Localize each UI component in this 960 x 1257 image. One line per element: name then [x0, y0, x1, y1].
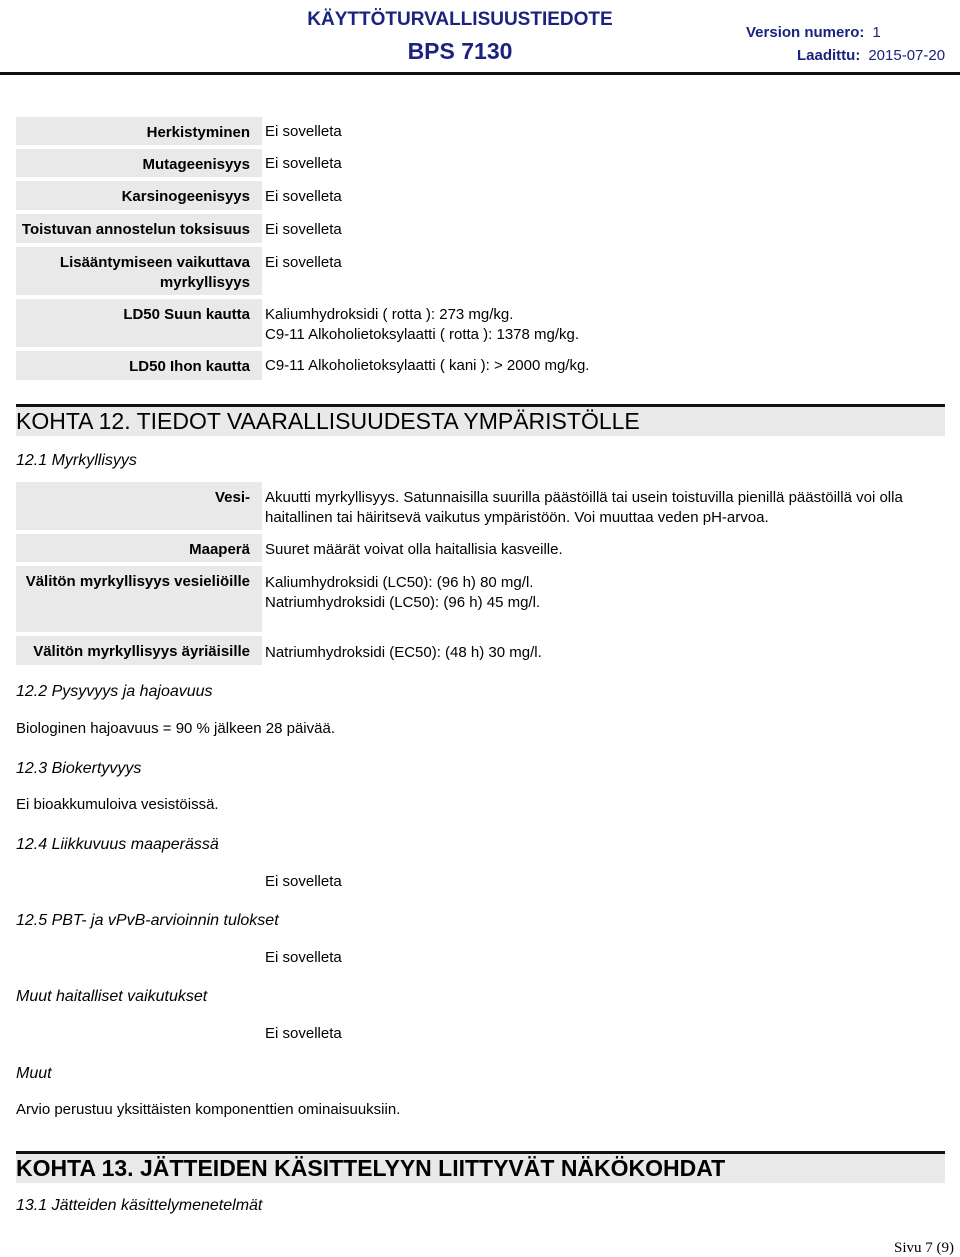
row-value-herkistyminen: Ei sovelleta [265, 123, 342, 140]
text-muut: Arvio perustuu yksittäisten komponenttien ominaisuuksiin. [16, 1101, 401, 1118]
subsection-12-4: 12.4 Liikkuvuus maaperässä [16, 836, 219, 853]
text-12-3: Ei bioakkumuloiva vesistöissä. [16, 796, 219, 813]
subsection-12-5: 12.5 PBT- ja vPvB-arvioinnin tulokset [16, 912, 279, 929]
row-label-ld50-ihon: LD50 Ihon kautta [16, 351, 262, 380]
ld50-suun-line-2: C9-11 Alkoholietoksylaatti ( rotta ): 1378 mg/kg. [265, 326, 580, 343]
vesieliot-line-1: Kaliumhydroksidi (LC50): (96 h) 80 mg/l. [265, 574, 534, 591]
subsection-12-2: 12.2 Pysyvyys ja hajoavuus [16, 683, 213, 700]
version-value: 1 [872, 24, 881, 41]
row-label-mutageenisyys: Mutageenisyys [16, 149, 262, 177]
section-12-heading: KOHTA 12. TIEDOT VAARALLISUUDESTA YMPÄRISTÖLLE [16, 404, 945, 436]
text-12-4: Ei sovelleta [265, 873, 342, 890]
version-info [746, 24, 881, 41]
row-label-ld50-suun: LD50 Suun kautta [16, 299, 262, 347]
text-12-5: Ei sovelleta [265, 949, 342, 966]
date-info [797, 47, 945, 64]
subsection-muut-haitalliset: Muut haitalliset vaikutukset [16, 988, 208, 1005]
ld50-suun-line-1: Kaliumhydroksidi ( rotta ): 273 mg/kg. [265, 306, 514, 323]
product-name: BPS 7130 [407, 38, 513, 64]
row-value-maapera: Suuret määrät voivat olla haitallisia kasveille. [265, 541, 563, 558]
row-value-karsinogeenisyys: Ei sovelleta [265, 188, 342, 205]
document-title: KÄYTTÖTURVALLISUUSTIEDOTE [307, 9, 613, 30]
row-value-ld50-ihon: C9-11 Alkoholietoksylaatti ( kani ): > 2000 mg/kg. [265, 357, 590, 374]
date-label: Laadittu: [797, 47, 861, 64]
subsection-muut: Muut [16, 1065, 52, 1082]
row-value-toistuvan-annostelun: Ei sovelleta [265, 221, 342, 238]
vesieliot-line-2: Natriumhydroksidi (LC50): (96 h) 45 mg/l. [265, 594, 541, 611]
text-muut-haitalliset: Ei sovelleta [265, 1025, 342, 1042]
row-value-mutageenisyys: Ei sovelleta [265, 155, 342, 172]
row-label-toistuvan-annostelun: Toistuvan annostelun toksisuus [16, 214, 262, 243]
version-label: Version numero: [746, 24, 865, 41]
row-label-karsinogeenisyys: Karsinogeenisyys [16, 181, 262, 210]
row-value-vesi: Akuutti myrkyllisyys. Satunnaisilla suurilla päästöillä tai usein toistuvilla pienillä päästöillä voi olla haitallinen tai häiritsevä vaikutus ympäristöön. Voi muuttaa veden pH-arvoa. [265, 489, 903, 526]
row-value-ld50-suun [265, 305, 579, 345]
date-value: 2015-07-20 [868, 47, 946, 64]
row-label-ayriaiset: Välitön myrkyllisyys äyriäisille [16, 636, 262, 665]
page-number: Sivu 7 (9) [894, 1240, 954, 1256]
subsection-13-1: 13.1 Jätteiden käsittelymenetelmät [16, 1197, 263, 1214]
row-label-herkistyminen: Herkistyminen [16, 117, 262, 145]
subsection-12-3: 12.3 Biokertyvyys [16, 760, 142, 777]
subsection-12-1: 12.1 Myrkyllisyys [16, 452, 137, 469]
row-label-maapera: Maaperä [16, 534, 262, 562]
header-divider [0, 72, 960, 75]
row-label-vesieliot: Välitön myrkyllisyys vesieliöille [16, 566, 262, 632]
row-label-lisaantymiseen: Lisääntymiseen vaikuttava myrkyllisyys [16, 247, 262, 295]
row-label-vesi: Vesi- [16, 482, 262, 530]
text-12-2: Biologinen hajoavuus = 90 % jälkeen 28 päivää. [16, 720, 335, 737]
row-value-ayriaiset: Natriumhydroksidi (EC50): (48 h) 30 mg/l. [265, 644, 542, 661]
row-value-vesieliot [265, 573, 540, 613]
section-13-heading: KOHTA 13. JÄTTEIDEN KÄSITTELYYN LIITTYVÄT NÄKÖKOHDAT [16, 1151, 945, 1183]
row-value-lisaantymiseen: Ei sovelleta [265, 254, 342, 271]
